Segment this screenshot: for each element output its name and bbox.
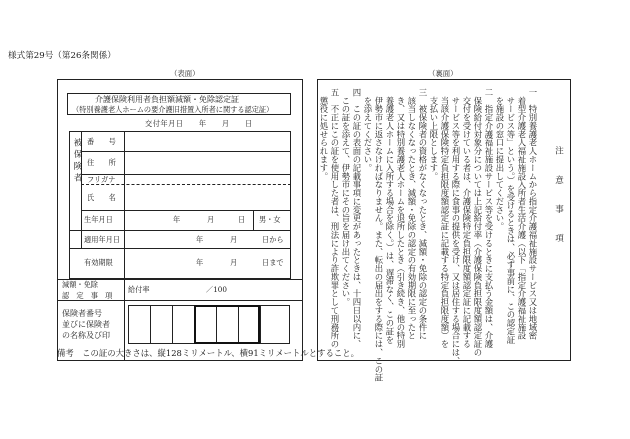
certificate-subtitle: （特別養護老人ホームの要介護旧措置入所者に関する認定証）	[72, 105, 274, 114]
name-label: 氏 名	[87, 193, 116, 202]
note-line: き、又は特別養護老人ホームを退所したとき（引き続き、他の特別	[396, 88, 406, 349]
applicable-date-label: 適用年月日	[84, 235, 120, 244]
birth-year-unit: 年	[173, 215, 181, 224]
insured-info-table	[69, 131, 291, 279]
note-line: 三 被保険者の資格がなくなったとき、減額・免除の認定の条件に	[418, 88, 428, 340]
note-line: 養護老人ホームに入所する場合を除く。）は、遅滞なく、この証を	[385, 88, 395, 344]
size-remark: 備考 この証の大きさは、縦128ミリメートル、横91ミリメートルとすること。	[57, 348, 360, 358]
note-line: 四 この証の表面の記載事項に変更があったときは、十四日以内に、	[352, 88, 362, 349]
address-label: 住 所	[87, 158, 116, 167]
note-line: を施設の窓口に提出してください。	[495, 88, 505, 231]
insurer-label-line1: 保険者番号	[62, 309, 102, 318]
applicable-day-unit: 日から	[262, 235, 284, 244]
note-line: 保険給付対象分については上記給付率（介護保険負担限度額認定証の	[473, 88, 483, 357]
expiry-day-unit: 日まで	[262, 258, 284, 267]
benefit-rate-value: ／100	[206, 285, 227, 294]
issue-date: 交付年月日 年 月 日	[145, 119, 253, 128]
note-line: 二 指定介護福祉施設サービス等を受けるときに支払う金額は、介護	[484, 88, 494, 349]
note-line: 着型介護老人福祉施設入所者生活介護（以下「指定介護福祉施設	[517, 88, 527, 340]
note-line: 支払い上限とします。	[429, 88, 439, 181]
note-line: 懲役に処せられます。	[319, 88, 329, 181]
note-line: 当該介護保険特定負担限度額認定証に記載する特定負担限度額）を	[440, 88, 450, 349]
notes-body	[319, 88, 540, 382]
note-line: この証を添えて、伊勢市にその旨を届け出てください。	[341, 88, 351, 307]
back-side-label: （裏面）	[428, 69, 458, 78]
note-line: 一 特別養護老人ホームから指定介護福祉施設サービス又は地域密	[528, 88, 538, 340]
insurer-label-line2: 並びに保険者	[62, 320, 110, 329]
note-line: を添えてください。	[363, 88, 373, 172]
expiry-year-unit: 年	[196, 258, 204, 267]
gender-field: 男・女	[259, 215, 281, 224]
note-line: 五 不正にこの証を使用した者は、刑法により詐欺罪として刑務所の	[330, 88, 340, 349]
applicable-month-unit: 月	[230, 235, 238, 244]
insurer-label-line3: の名称及び印	[62, 331, 110, 340]
reduction-label: 減額・免除	[62, 280, 98, 289]
form-number: 様式第29号（第26条関係）	[8, 51, 116, 61]
note-line: サービス等を利用する際に食事の提供を受け、又は居住する場合には、	[451, 88, 461, 365]
expiry-month-unit: 月	[230, 258, 238, 267]
birth-day-unit: 日	[238, 215, 246, 224]
expiry-label: 有効期限	[84, 258, 113, 267]
furigana-label: フリガナ	[87, 175, 116, 184]
note-line: 伊勢市に返さなければなりません。また、転出の届出をする際には、この証	[374, 88, 384, 382]
applicable-year-unit: 年	[196, 235, 204, 244]
certification-label: 認 定 事 項	[62, 291, 113, 300]
note-line: 該当しなくなったとき、減額・免除の認定の有効期限に至ったと	[407, 88, 417, 340]
note-line: サービス等」という。）を受けるときは、必ず事前に、この認定証	[506, 88, 516, 344]
insurer-number-boxes	[128, 305, 290, 344]
front-side-label: （表面）	[170, 69, 200, 78]
certificate-title: 介護保険利用者負担額減額・免除認定証	[95, 95, 239, 104]
note-line: 交付を受けている者は、介護保険特定負担限度額認定証に記載する	[462, 88, 472, 349]
notes-title: 注 意 事 項	[553, 146, 564, 249]
birth-month-unit: 月	[207, 215, 215, 224]
insured-group-label: 被保険者	[72, 138, 82, 185]
benefit-rate-label: 給付率	[128, 285, 150, 294]
birthdate-label: 生年月日	[84, 215, 113, 224]
number-label: 番 号	[87, 137, 116, 146]
